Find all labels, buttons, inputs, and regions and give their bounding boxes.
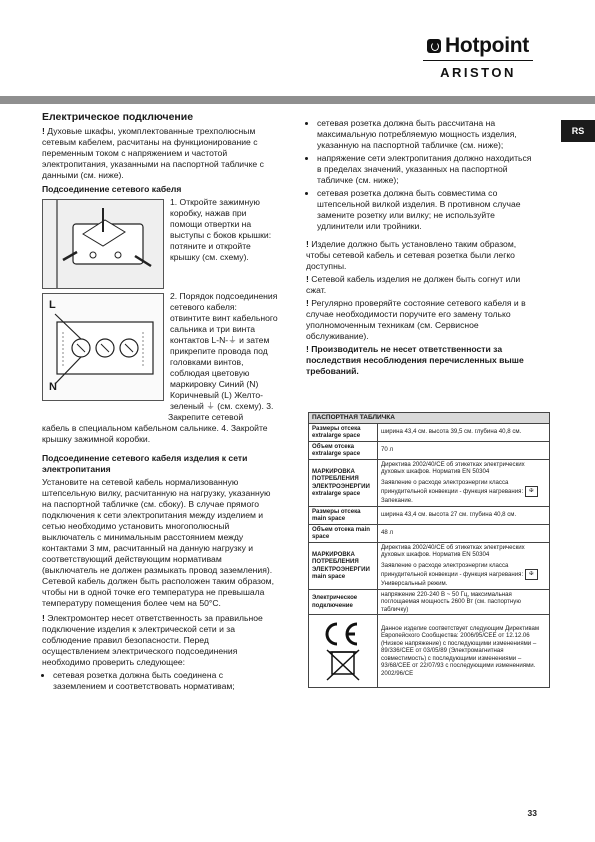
brand-logo bbox=[419, 34, 537, 80]
plate-value: ширина 43,4 см. высота 27 см. глубина 40,8 см. bbox=[378, 506, 550, 524]
brand-sub: ARISTON bbox=[440, 65, 516, 80]
header-bar bbox=[0, 96, 595, 104]
table-row bbox=[309, 506, 550, 524]
plate-value-text: Заявление о расходе электроэнергии класса принудительной конвекции - функция нагревания: bbox=[381, 561, 524, 579]
steps-2: 2. Порядок подсоединения сетевого кабеля: отвинтите винт кабельного сальника и три винта контактов L-N-⏚ и затем прикрепите провода под головками винтов, соблюдая цветовую маркировку Синий (N) Коричневый (L) Желто-зеленый ⏚ (см. схему). 3. Закрепите сетевой bbox=[168, 291, 278, 422]
terminal-box-figure bbox=[42, 199, 164, 289]
plate-value bbox=[378, 542, 550, 589]
plate-value: напряжение 220-240 В ~ 50 Гц, максимальная поглощаемая мощность 2600 Вт (см. паспортную табличку) bbox=[378, 589, 550, 615]
right-column bbox=[306, 118, 536, 379]
warning-icon: ! bbox=[42, 613, 48, 623]
plate-key: Электрическое подключение bbox=[309, 589, 378, 615]
list-item: • напряжение сети электропитания должно находиться в пределах значений, указанных на паспортной табличке (см. ниже); bbox=[317, 153, 536, 186]
list-item: • сетевая розетка должна быть совместима со штепсельной вилкой изделия. В противном случае замените розетку или вилку; не используйте удлинители или тройники. bbox=[317, 188, 536, 232]
plate-key: МАРКИРОВКА ПОТРЕБЛЕНИЯ ЭЛЕКТРОЭНЕРГИИ extralarge space bbox=[309, 459, 378, 506]
check-list-right bbox=[306, 118, 536, 232]
fan-icon: ✠ bbox=[525, 486, 538, 497]
ce-weee-icon bbox=[315, 618, 371, 682]
warning-paragraph bbox=[306, 298, 536, 342]
plate-value-line: Запекание. bbox=[381, 497, 413, 504]
mains-paragraph: Установите на сетевой кабель нормализованную штепсельную вилку, расчитанную на нагрузку, указанную на паспортной табличке (см. сбоку). В случае прямого подключения к сети электропитания между изделием и сетью необходимо установить многополюсный выключатель с минимальным расстоянием между контактами 3 мм, расчитанный на данную нагрузку и соответствующий действующим нормативам (выключатель не должен размыкать провод заземления). Сетевой кабель должен быть расположен таким образом, чтобы ни в одной точке его температура не превышала температуру помещения более чем на 50°C. bbox=[42, 477, 274, 608]
plate-value: 70 л bbox=[378, 441, 550, 459]
table-row bbox=[309, 459, 550, 506]
warning-text: Изделие должно быть установлено таким образом, чтобы сетевой кабель и сетевая розетка были легко доступны. bbox=[306, 239, 517, 271]
warning-paragraph bbox=[306, 344, 536, 377]
table-row bbox=[309, 542, 550, 589]
ce-text: Данное изделие соответствует следующим Директивам Европейского Сообщества: 2006/95/CEE от 12.12.06 (Низкое напряжение) с последующими изменениями – 89/336/CEE от 03/05/89 (Электромагнитная совместимость) с последующими изменениями – 93/68/CEE от 22/07/93 с последующими изменениями. 2002/96/CE bbox=[378, 615, 550, 688]
plate-value-line bbox=[381, 479, 546, 498]
plate-value-line bbox=[381, 562, 546, 581]
warning-paragraph bbox=[306, 274, 536, 296]
warning-icon: ! bbox=[306, 239, 312, 249]
warning-paragraph bbox=[306, 239, 536, 272]
data-plate-table bbox=[308, 412, 550, 688]
section-title: Електрическое подключение bbox=[42, 111, 194, 123]
plate-value-line: Универсальный режим. bbox=[381, 580, 448, 587]
plate-value-line: Директива 2002/40/CE об этикетках электрических духовых шкафов. Норматив EN 50304 bbox=[381, 543, 525, 558]
warning-text: Производитель не несет ответственности за последствия несоблюдения перечисленных выше требований. bbox=[306, 344, 524, 376]
wiring-figure bbox=[42, 293, 164, 401]
cable-heading: Подсоединение сетевого кабеля bbox=[42, 184, 182, 194]
steps-1: 1. Откройте зажимную коробку, нажав при помощи отвертки на выступы с боков крышки: потяните и откройте крышку (см. схему). bbox=[170, 197, 272, 262]
check-list-left bbox=[42, 670, 278, 692]
steps-3: кабель в специальном кабельном сальнике. 4. Закройте крышку зажимной коробки. bbox=[42, 423, 268, 444]
warning-text: Регулярно проверяйте состояние сетевого кабеля и в случае необходимости поручите его замену только уполномоченным техникам (см. Сервисное обслуживание). bbox=[306, 298, 526, 341]
warning-icon: ! bbox=[306, 274, 312, 284]
warning-icon: ! bbox=[306, 298, 312, 308]
plate-value bbox=[378, 459, 550, 506]
list-item: • сетевая розетка должна быть рассчитана на максимальную потребляемую мощность изделия, указанную на паспортной табличке (см. ниже); bbox=[317, 118, 536, 151]
language-tab: RS bbox=[561, 120, 595, 142]
page-number: 33 bbox=[527, 808, 537, 818]
electrician-paragraph bbox=[42, 613, 278, 668]
warning-icon: ! bbox=[306, 344, 312, 354]
plate-value: ширина 43,4 см. высота 39,5 см. глубина 40,8 см. bbox=[378, 423, 550, 441]
intro-text: Духовые шкафы, укомплектованные трехполюсным сетевым кабелем, расчитаны на функционирование с переменным током с напряжением и частотой электропитания, указанными на паспортной табличке с данными (см. ниже). bbox=[42, 126, 264, 180]
warning-text: Сетевой кабель изделия не должен быть согнут или сжат. bbox=[306, 274, 521, 295]
plate-value-line: Директива 2002/40/CE об этикетках электрических духовых шкафов. Норматив EN 50304 bbox=[381, 460, 525, 475]
table-row bbox=[309, 524, 550, 542]
plate-value-text: Заявление о расходе электроэнергии класса принудительной конвекции - функция нагревания: bbox=[381, 478, 524, 496]
table-row bbox=[309, 615, 550, 688]
list-item: • сетевая розетка должна быть соединена с заземлением и соответствовать нормативам; bbox=[53, 670, 278, 692]
left-column bbox=[42, 112, 278, 694]
figure-label-n: N bbox=[49, 381, 57, 393]
plate-title: ПАСПОРТНАЯ ТАБЛИЧКА bbox=[309, 413, 550, 424]
hotpoint-symbol-icon bbox=[427, 39, 441, 53]
mains-heading: Подсоединение сетевого кабеля изделия к сети электропитания bbox=[42, 453, 248, 474]
plate-key: Объем отсека extralarge space bbox=[309, 441, 378, 459]
plate-key: Объем отсека main space bbox=[309, 524, 378, 542]
table-row bbox=[309, 423, 550, 441]
brand-name: Hotpoint bbox=[445, 34, 529, 57]
intro-paragraph bbox=[42, 126, 278, 181]
marks-cell bbox=[309, 615, 378, 688]
figure-label-l: L bbox=[49, 299, 56, 311]
plate-key: МАРКИРОВКА ПОТРЕБЛЕНИЯ ЭЛЕКТРОЭНЕРГИИ main space bbox=[309, 542, 378, 589]
electrician-text: Электромонтер несет ответственность за правильное подключение изделия к электрической сети и за соблюдение правил безопасности. Перед осуществлением электрического подсоединения необходимо проверить следующее: bbox=[42, 613, 263, 667]
warning-icon: ! bbox=[42, 126, 48, 136]
brand-divider bbox=[423, 60, 533, 61]
table-row bbox=[309, 441, 550, 459]
table-row bbox=[309, 589, 550, 615]
plate-key: Размеры отсека extralarge space bbox=[309, 423, 378, 441]
fan-icon: ✠ bbox=[525, 569, 538, 580]
plate-value: 48 л bbox=[378, 524, 550, 542]
plate-key: Размеры отсека main space bbox=[309, 506, 378, 524]
